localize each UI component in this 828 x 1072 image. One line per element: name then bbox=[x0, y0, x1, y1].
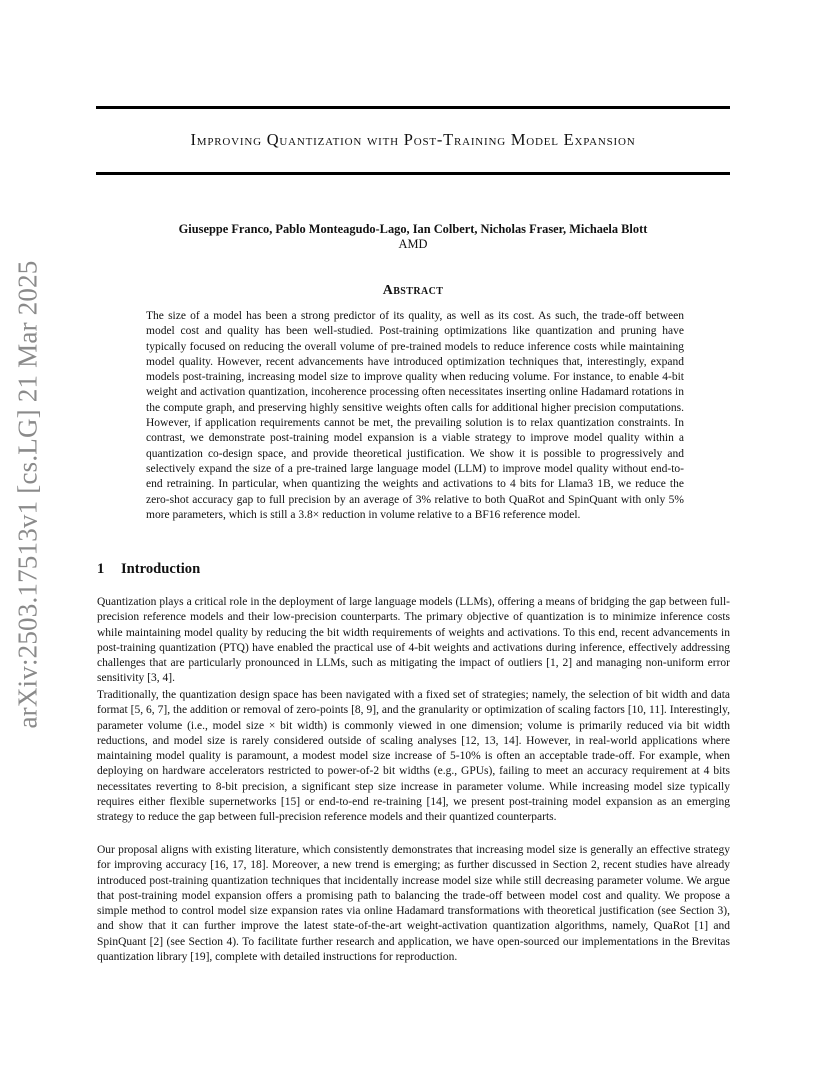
abstract-heading: Abstract bbox=[382, 283, 444, 298]
title-bottom-rule bbox=[96, 172, 730, 175]
author-list: Giuseppe Franco, Pablo Monteagudo-Lago, Ian Colbert, Nicholas Fraser, Michaela Blott bbox=[178, 222, 648, 236]
intro-paragraph-2: Traditionally, the quantization design space has been navigated with a fixed set of strategies; namely, the selection of bit width and data format [5, 6, 7], the addition or removal of zero-points [8, 9], and the granularity or optimization of scaling factors [10, 11]. Interestingly, parameter volume (i.e., model size × bit width) is commonly viewed in one dimension; volume is primarily reduced via bit width reductions, and model size is rarely considered outside of scaling analyses [12, 13, 14]. However, in real-world applications where maintaining model quality is paramount, a modest model size increase of 5-10% is often an acceptable trade-off. For example, when deploying on hardware accelerators restricted to power-of-2 bit widths (e.g., GPUs), failing to meet an accuracy requirement at 4 bits necessitates reverting to 8-bit precision, a significant step size increase in parameter volume. While increasing model size typically requires either flexible supernetworks [15] or end-to-end re-training [14], we present post-training model expansion as an emerging strategy to reduce the gap between full-precision reference models and their quantized counterparts. bbox=[97, 689, 730, 824]
section-number: 1 bbox=[97, 561, 105, 577]
intro-paragraph-3: Our proposal aligns with existing literature, which consistently demonstrates that increasing model size is generally an effective strategy for improving accuracy [16, 17, 18]. Moreover, a new trend is emerging; as further discussed in Section 2, recent studies have already introduced post-training quantization techniques that incidentally increase model size while still decreasing parameter volume. We argue that post-training model expansion offers a promising path to balancing the trade-off between model cost and quality. We propose a simple method to control model size expansion rates via online Hadamard transformations with theoretical justification (see Section 3), and show that it can further improve the latest state-of-the-art weight-activation quantization algorithms, namely, QuaRot [1] and SpinQuant [2] (see Section 4). To facilitate further research and application, we have open-sourced our implementations in the Brevitas quantization library [19], complete with detailed instructions for reproduction. bbox=[97, 844, 730, 964]
intro-paragraph-1: Quantization plays a critical role in the deployment of large language models (LLMs), offering a means of bridging the gap between full-precision reference models and their low-precision counterparts. The primary objective of quantization is to minimize inference costs while maintaining model quality by reducing the bit width requirements of weights and activations. To this end, recent advancements in post-training quantization (PTQ) have enabled the practical use of 4-bit weights and activations during inference, effectively addressing challenges that are particularly pronounced in LLMs, such as mitigating the impact of outliers [1, 2] and managing non-uniform error sensitivity [3, 4]. bbox=[97, 596, 730, 685]
arxiv-side-stamp bbox=[10, 256, 46, 732]
section-heading bbox=[97, 561, 200, 578]
abstract-text: The size of a model has been a strong predictor of its quality, as well as its cost. As such, the trade-off between model cost and quality has been well-studied. Post-training optimizations like quantization and pruning have typically focused on reducing the overall volume of pre-trained models to reduce inference costs while maintaining model quality. However, recent advancements have introduced optimization techniques that, interestingly, expand models post-training, increasing model size to improve quality when reducing volume. For instance, to enable 4-bit weight and activation quantization, incoherence processing often necessitates inserting online Hadamard rotations in the compute graph, and preserving highly sensitive weights often calls for additional higher precision computations. However, if application requirements cannot be met, the prevailing solution is to relax quantization constraints. In contrast, we demonstrate post-training model expansion is a viable strategy to improve model quality within a quantization co-design space, and provide theoretical justification. We show it is possible to progressively and selectively expand the size of a pre-trained large language model (LLM) to improve model quality without end-to-end retraining. In particular, when quantizing the weights and activations to 4 bits for Llama3 1B, we reduce the zero-shot accuracy gap to full precision by an average of 3% relative to both QuaRot and SpinQuant with only 5% more parameters, which is still a 3.8× reduction in volume relative to a BF16 reference model. bbox=[146, 310, 684, 521]
affiliation: AMD bbox=[398, 237, 428, 251]
arxiv-identifier: arXiv:2503.17513v1 [cs.LG] 21 Mar 2025 bbox=[12, 259, 43, 729]
title-top-rule bbox=[96, 106, 730, 109]
section-title: Introduction bbox=[121, 561, 201, 577]
paper-title: Improving Quantization with Post-Training Model Expansion bbox=[190, 130, 636, 149]
